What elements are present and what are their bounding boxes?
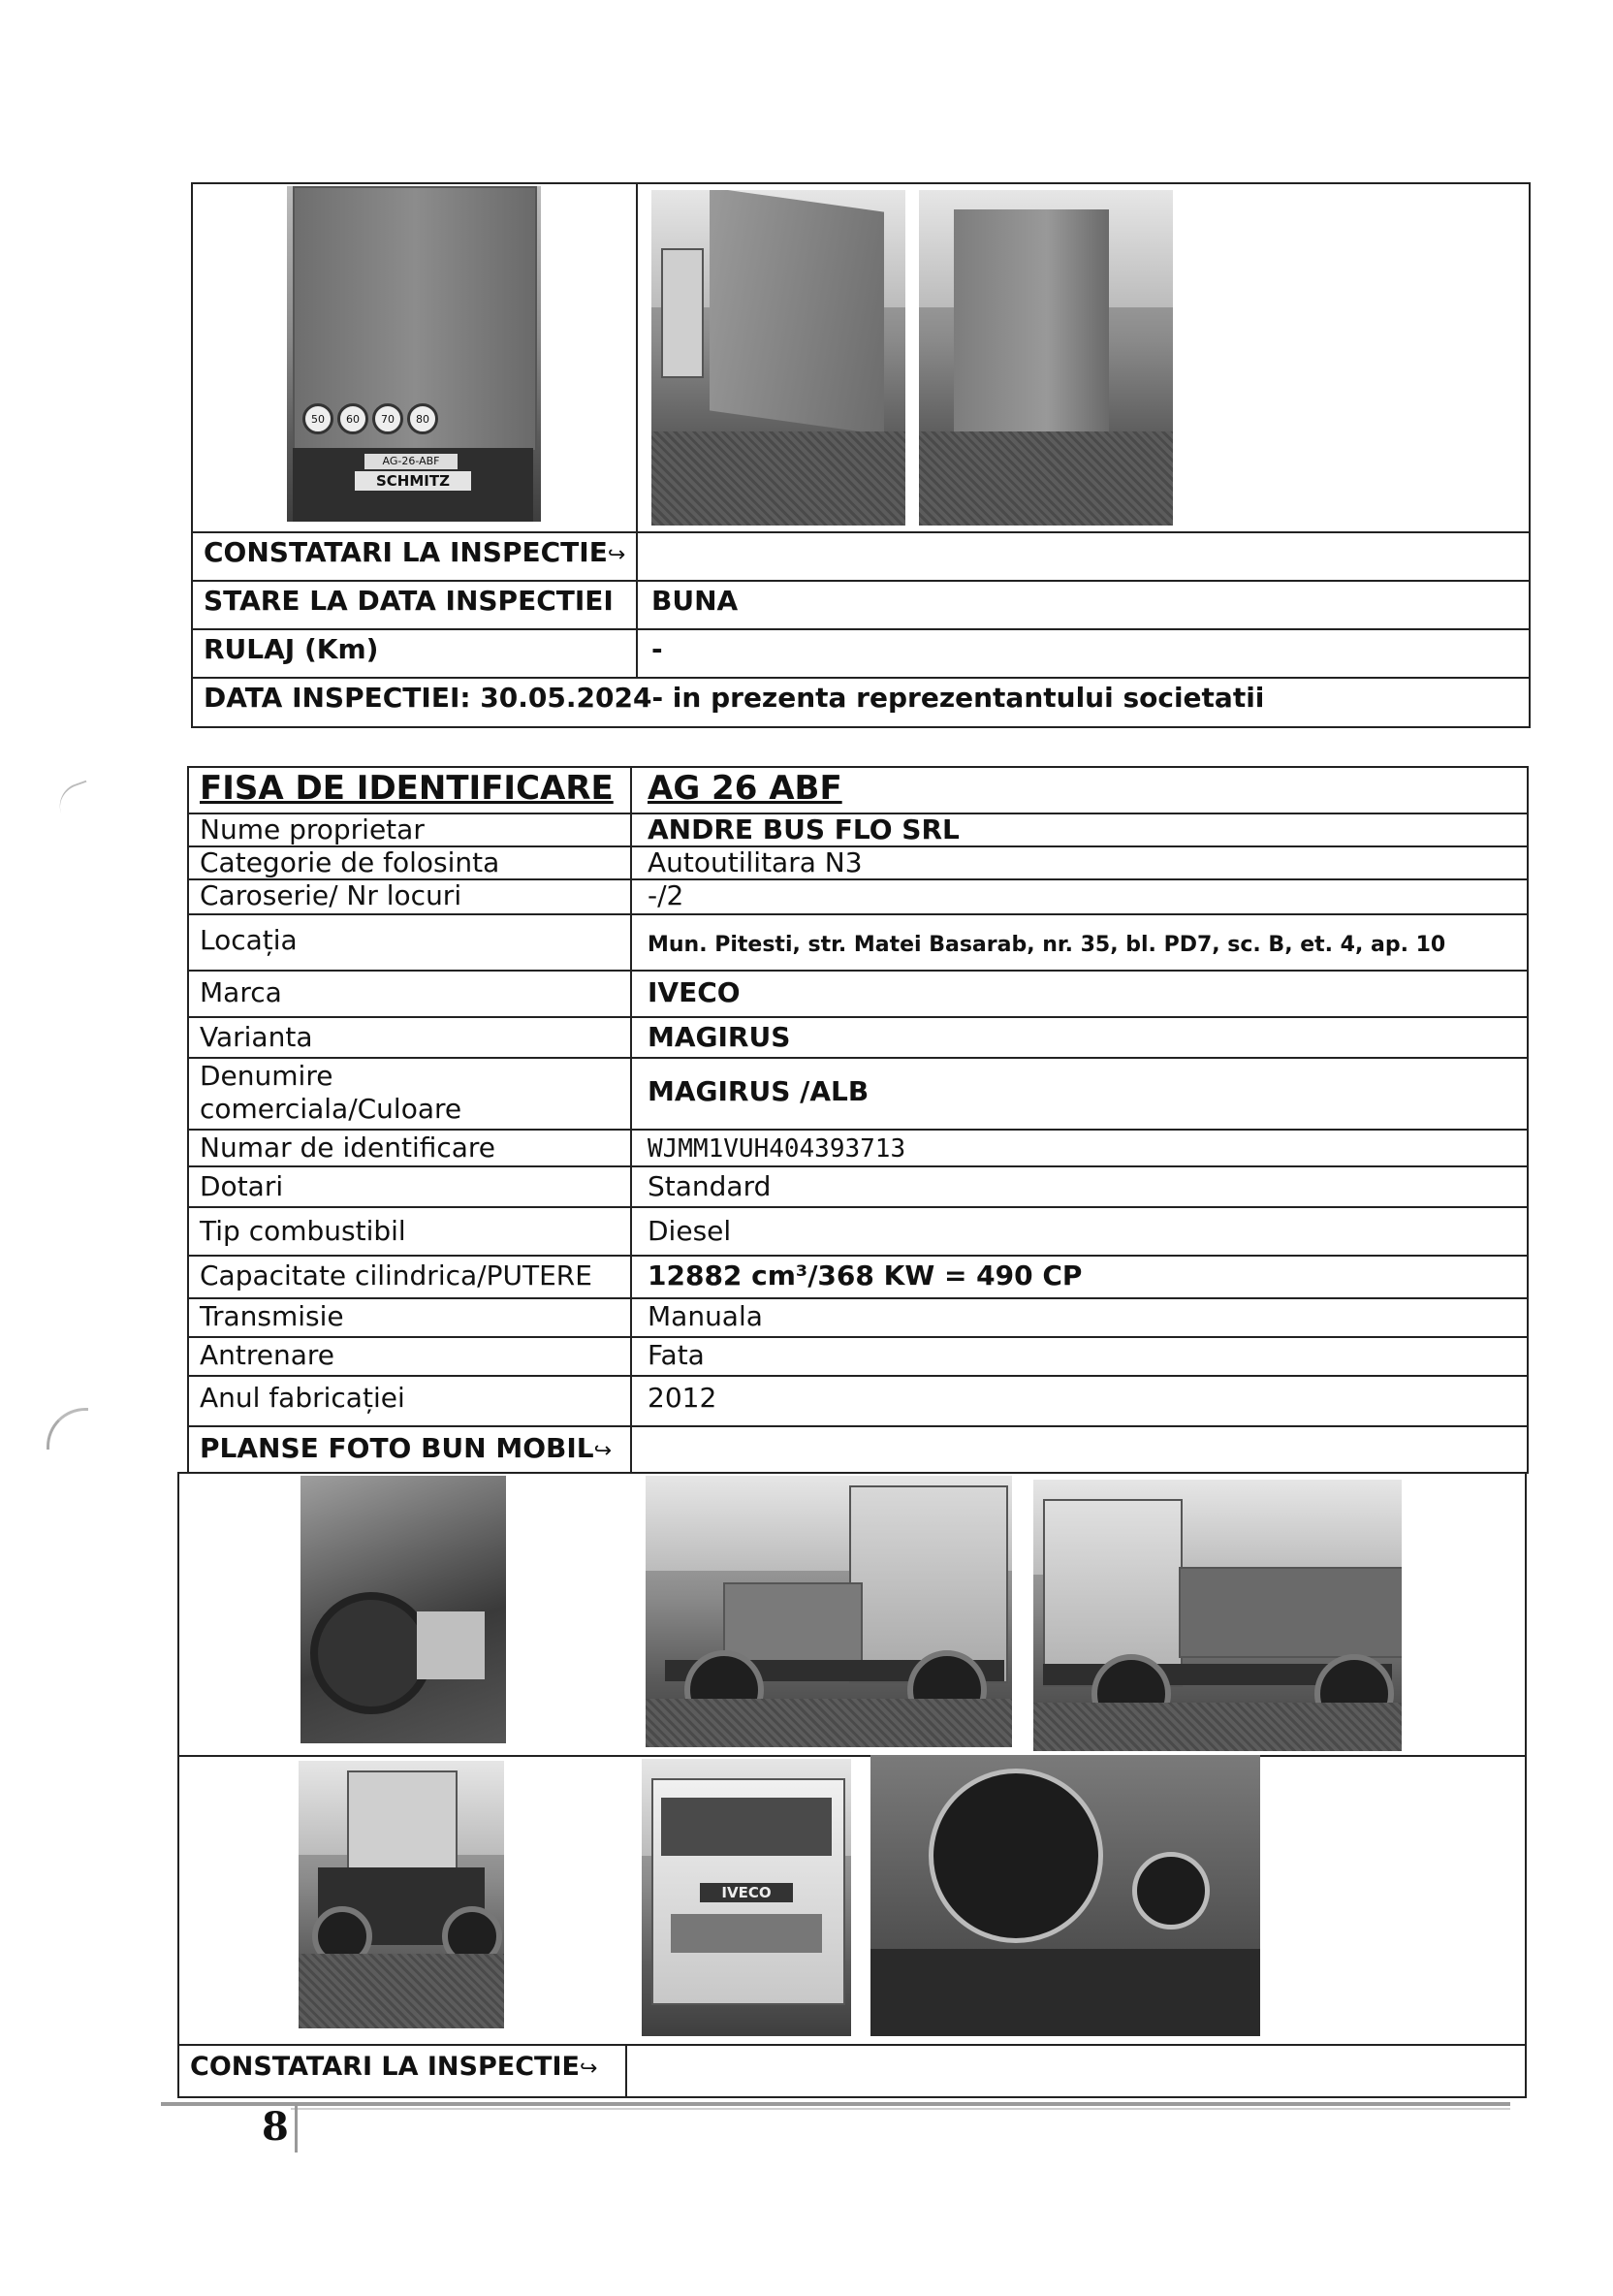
label-anul-fabricatiei: Anul fabricației	[200, 1382, 405, 1414]
photo-grid-col-divider	[625, 2044, 627, 2098]
fisa-line-10	[187, 1206, 1529, 1208]
top-constatari-label	[204, 536, 626, 568]
top-row-line-3	[191, 628, 1531, 630]
top-constatari-text: CONSTATARI LA INSPECTIE	[204, 536, 608, 568]
value-capacitate: 12882 cm³/368 KW = 490 CP	[648, 1260, 1083, 1292]
value-combustibil: Diesel	[648, 1215, 732, 1247]
photo-trailer-side-right	[919, 190, 1173, 526]
label-nume-proprietar: Nume proprietar	[200, 813, 425, 845]
value-marca: IVECO	[648, 976, 741, 1008]
photo-grid-bottom-row-line	[177, 2044, 1527, 2046]
scan-mark-top	[53, 781, 94, 814]
data-inspectiei: DATA INSPECTIEI: 30.05.2024- in prezenta reprezentantului societatii	[204, 682, 1265, 714]
footer-rule	[161, 2102, 1510, 2106]
fisa-line-4	[187, 913, 1529, 915]
label-locatia: Locația	[200, 924, 298, 956]
value-antrenare: Fata	[648, 1339, 705, 1371]
photo-truck-rear	[299, 1761, 504, 2028]
top-photo-divider	[636, 182, 638, 531]
arrow-icon: ↪	[607, 543, 626, 567]
value-caroserie: -/2	[648, 879, 684, 911]
value-transmisie: Manuala	[648, 1300, 763, 1332]
label-dotari: Dotari	[200, 1170, 284, 1202]
rulaj-label: RULAJ (Km)	[204, 633, 379, 665]
fisa-line-15	[187, 1425, 1529, 1427]
rulaj-value: -	[651, 633, 663, 665]
speed-sign-60: 60	[337, 403, 368, 434]
fisa-line-8	[187, 1129, 1529, 1131]
photo-cab-interior	[300, 1476, 506, 1743]
value-varianta: MAGIRUS	[648, 1021, 791, 1053]
stare-value: BUNA	[651, 585, 739, 617]
fisa-line-9	[187, 1165, 1529, 1167]
trailer-plate: AG-26-ABF	[364, 454, 458, 469]
label-caroserie: Caroserie/ Nr locuri	[200, 879, 462, 911]
page-number: 8	[262, 2104, 289, 2150]
fisa-line-13	[187, 1336, 1529, 1338]
bottom-constatari-label	[190, 2054, 597, 2080]
speed-sign-70: 70	[372, 403, 403, 434]
label-denumire-line1: Denumire	[200, 1060, 333, 1092]
photo-truck-front	[642, 1759, 851, 2036]
value-nume-proprietar: ANDRE BUS FLO SRL	[648, 813, 960, 845]
label-denumire-line2: comerciala/Culoare	[200, 1093, 462, 1125]
label-capacitate: Capacitate cilindrica/PUTERE	[200, 1260, 592, 1292]
label-transmisie: Transmisie	[200, 1300, 344, 1332]
value-anul-fabricatiei: 2012	[648, 1382, 717, 1414]
fisa-line-5	[187, 970, 1529, 972]
value-categorie: Autoutilitara N3	[648, 846, 863, 878]
label-antrenare: Antrenare	[200, 1339, 335, 1371]
fisa-line-11	[187, 1255, 1529, 1257]
speed-sign-80: 80	[407, 403, 438, 434]
top-row-line-4	[191, 677, 1531, 679]
planse-text: PLANSE FOTO BUN MOBIL	[200, 1432, 594, 1464]
top-row-line-1	[191, 531, 1531, 533]
label-marca: Marca	[200, 976, 282, 1008]
value-numar-identificare: WJMM1VUH404393713	[648, 1134, 906, 1164]
fisa-plate: AG 26 ABF	[648, 769, 842, 808]
fisa-line-14	[187, 1375, 1529, 1377]
stare-label: STARE LA DATA INSPECTIEI	[204, 585, 614, 617]
photo-grid-mid-line	[177, 1755, 1527, 1757]
speed-sign-50: 50	[302, 403, 333, 434]
top-col-divider	[636, 531, 638, 677]
label-categorie: Categorie de folosinta	[200, 846, 500, 878]
arrow-icon: ↪	[579, 2057, 598, 2081]
planse-label	[200, 1432, 613, 1464]
fisa-line-6	[187, 1016, 1529, 1018]
photo-trailer-side-left	[651, 190, 905, 526]
photo-dashboard	[870, 1755, 1260, 2036]
value-denumire: MAGIRUS /ALB	[648, 1075, 870, 1107]
label-combustibil: Tip combustibil	[200, 1215, 406, 1247]
scan-mark-bottom	[47, 1408, 88, 1450]
label-varianta: Varianta	[200, 1021, 313, 1053]
photo-truck-side-left	[646, 1476, 1012, 1747]
arrow-icon: ↪	[593, 1439, 613, 1463]
fisa-line-7	[187, 1057, 1529, 1059]
fisa-title: FISA DE IDENTIFICARE	[200, 769, 614, 808]
label-numar-identificare: Numar de identificare	[200, 1132, 496, 1164]
trailer-brand: SCHMITZ	[355, 471, 471, 491]
bottom-constatari-text: CONSTATARI LA INSPECTIE	[190, 2052, 580, 2082]
footer-rule-thin	[291, 2108, 1510, 2110]
fisa-line-12	[187, 1297, 1529, 1299]
grille-brand: IVECO	[700, 1883, 793, 1902]
page-number-bar	[295, 2104, 298, 2152]
value-dotari: Standard	[648, 1170, 772, 1202]
value-locatia: Mun. Pitesti, str. Matei Basarab, nr. 35, bl. PD7, sc. B, et. 4, ap. 10	[648, 933, 1446, 957]
fisa-col-divider	[630, 766, 632, 1474]
photo-trailer-rear	[287, 186, 541, 522]
photo-truck-side-right	[1033, 1480, 1402, 1751]
top-row-line-2	[191, 580, 1531, 582]
